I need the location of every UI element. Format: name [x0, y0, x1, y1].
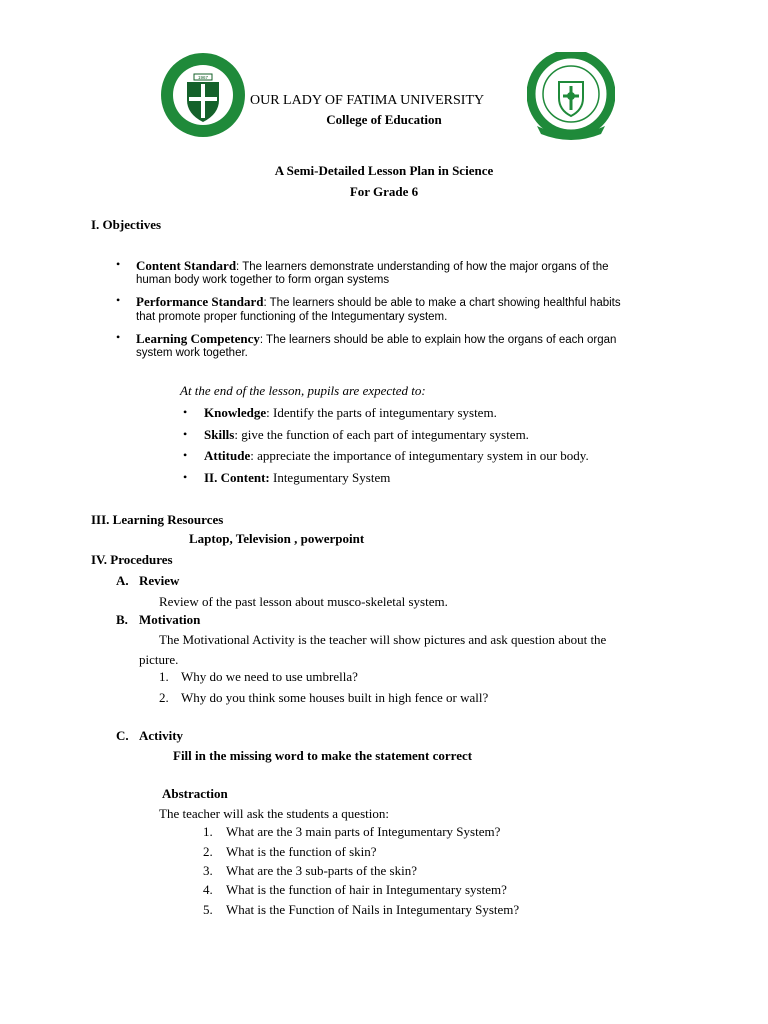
abstraction-question: What is the function of skin?	[226, 844, 377, 859]
lesson-plan-title: A Semi-Detailed Lesson Plan in Science	[274, 163, 494, 178]
goal-attitude: Attitude: appreciate the importance of integumentary system in our body.	[204, 448, 589, 463]
resources-heading: III. Learning Resources	[91, 512, 224, 527]
bullet: •	[183, 405, 188, 419]
content-standard-text: The learners demonstrate understanding of how the major organs of the	[239, 261, 609, 273]
goal-knowledge: Knowledge: Identify the parts of integumentary system.	[204, 405, 497, 420]
abstraction-question: What is the function of hair in Integumentary system?	[226, 882, 507, 897]
motivation-title: Motivation	[139, 612, 201, 627]
review-text: Review of the past lesson about musco-skeletal system.	[159, 594, 448, 609]
motivation-letter: B.	[116, 612, 128, 627]
motivation-text-cont: picture.	[139, 652, 179, 667]
college-name: College of Education	[326, 112, 442, 127]
activity-letter: C.	[116, 728, 129, 743]
activity-instruction: Fill in the missing word to make the statement correct	[173, 748, 473, 763]
motivation-question: Why do we need to use umbrella?	[181, 669, 358, 684]
abstraction-question-number: 3.	[203, 863, 213, 878]
learning-competency-label: Learning Competency	[136, 331, 260, 346]
abstraction-question: What are the 3 main parts of Integumentary System?	[226, 824, 501, 839]
abstraction-title: Abstraction	[162, 786, 228, 801]
resources-list: Laptop, Television , powerpoint	[189, 531, 365, 546]
review-letter: A.	[116, 573, 129, 588]
content-section: II. Content: Integumentary System	[204, 470, 391, 485]
review-title: Review	[139, 573, 180, 588]
abstraction-question: What is the Function of Nails in Integumentary System?	[226, 902, 520, 917]
activity-title: Activity	[139, 728, 184, 743]
bullet: •	[116, 257, 121, 271]
content-standard: Content Standard: The learners demonstrate understanding of how the major organs of the	[136, 258, 609, 273]
performance-standard-text-cont: that promote proper functioning of the Integumentary system.	[136, 311, 448, 323]
motivation-question-number: 2.	[159, 690, 169, 705]
motivation-question-number: 1.	[159, 669, 169, 684]
objectives-heading: I. Objectives	[91, 217, 162, 232]
motivation-text: The Motivational Activity is the teacher will show pictures and ask question about the	[159, 632, 607, 647]
abstraction-question: What are the 3 sub-parts of the skin?	[226, 863, 417, 878]
learning-competency-text: The learners should be able to explain how the organs of each organ	[263, 334, 617, 346]
bullet: •	[116, 293, 121, 307]
abstraction-question-number: 4.	[203, 882, 213, 897]
bullet: •	[183, 448, 188, 462]
seal-year: 1967	[197, 75, 209, 80]
content-standard-text-cont: human body work together to form organ systems	[136, 274, 390, 286]
performance-standard: Performance Standard: The learners should be able to make a chart showing healthful habits	[136, 294, 621, 309]
learning-competency-text-cont: system work together.	[136, 347, 248, 359]
bullet: •	[183, 427, 188, 441]
abstraction-question-number: 2.	[203, 844, 213, 859]
learning-competency: Learning Competency: The learners should be able to explain how the organs of each organ	[136, 331, 617, 346]
lesson-plan-grade: For Grade 6	[349, 184, 419, 199]
procedures-heading: IV. Procedures	[91, 552, 173, 567]
performance-standard-label: Performance Standard	[136, 294, 264, 309]
content-standard-label: Content Standard	[136, 258, 237, 273]
objectives-intro: At the end of the lesson, pupils are expected to:	[180, 383, 426, 398]
bullet: •	[116, 330, 121, 344]
bullet: •	[183, 470, 188, 484]
university-name: OUR LADY OF FATIMA UNIVERSITY	[250, 93, 485, 108]
abstraction-question-number: 5.	[203, 902, 213, 917]
abstraction-question-number: 1.	[203, 824, 213, 839]
performance-standard-text: The learners should be able to make a chart showing healthful habits	[266, 297, 621, 309]
goal-skills: Skills: give the function of each part of integumentary system.	[204, 427, 529, 442]
motivation-question: Why do you think some houses built in high fence or wall?	[181, 690, 489, 705]
abstraction-intro: The teacher will ask the students a question:	[159, 806, 389, 821]
